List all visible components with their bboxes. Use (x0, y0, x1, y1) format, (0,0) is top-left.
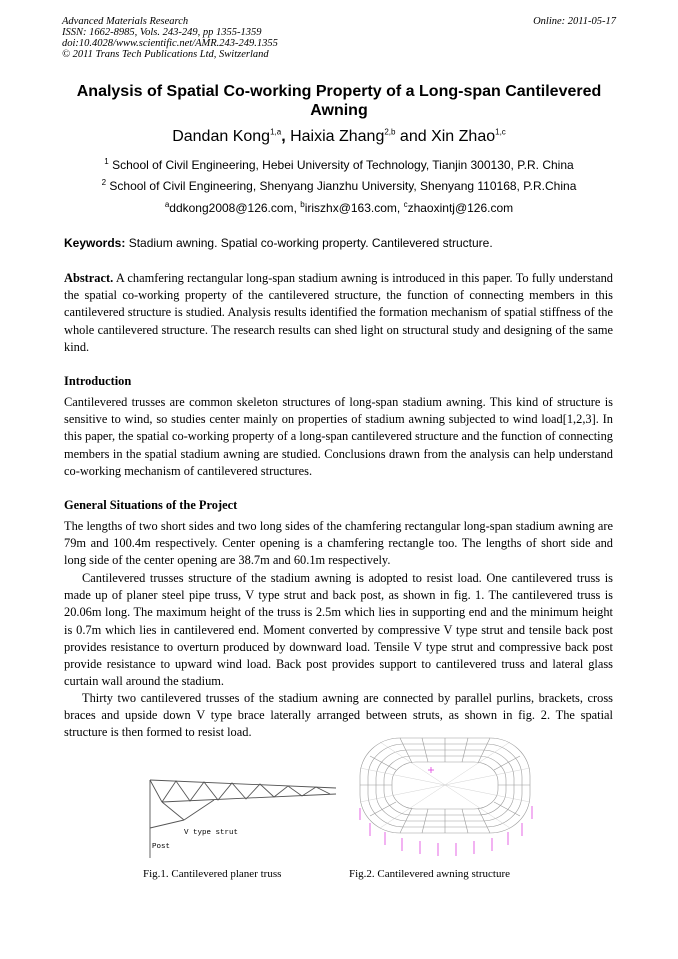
figure-2-awning (340, 728, 540, 866)
email-link: ddkong2008@126.com (169, 201, 294, 215)
copyright-line: © 2011 Trans Tech Publications Ltd, Switzerland (62, 49, 269, 60)
author-name: Xin Zhao (431, 128, 496, 145)
label-post: Post (152, 843, 171, 851)
online-date: Online: 2011-05-17 (533, 16, 616, 27)
abstract: Abstract. A chamfering rectangular long-span stadium awning is introduced in this paper. To fully understand the spatial co-working property of the cantilevered structure, the function of connecting members in this cantilevered structure is studied. Analysis results identified the formation mechanism of spatial stiffness of the whole cantilevered structure. The research results can shed light on structural study and designing of the same kind. (64, 271, 613, 354)
author-name: Haixia Zhang (290, 128, 385, 145)
figure-2-caption: Fig.2. Cantilevered awning structure (349, 868, 510, 880)
section-heading-general: General Situations of the Project (64, 498, 238, 512)
figure-1-caption: Fig.1. Cantilevered planer truss (143, 868, 282, 880)
email-link: iriszhx@163.com (304, 201, 397, 215)
section-heading-introduction: Introduction (64, 374, 132, 388)
introduction-paragraph: Cantilevered trusses are common skeleton structures of long-span stadium awning. This kind of structure is sensitive to wind, so studies center mainly on properties of stadium awning subjected to wind load[1,2,3]. In this paper, the spatial co-working property of a long-span cantilevered structure and the function of connecting members in the spatial stadium awning are studied. Conclusions drawn from the analysis can help understand co-working mechanism of cantilevered structures. (64, 395, 613, 478)
general-paragraph-1: The lengths of two short sides and two long sides of the chamfering rectangular long-span stadium awning are 79m and 100.4m respectively. Center opening is a chamfering rectangle too. The lengths of short side and long side of the center opening are 38.7m and 60.1m respectively. (64, 519, 613, 568)
label-v-strut: V type strut (184, 829, 239, 837)
general-paragraph-2: Cantilevered trusses structure of the stadium awning is adopted to resist load. One cantilevered truss is made up of planer steel pipe truss, V type strut and back post, as shown in fig. 1. The cantilevered truss is 20.06m long. The maximum height of the truss is 2.5m which lies in supporting end and the minimum height is 0.7m which lies in cantilevered end. Moment converted by compressive V type strut and tensile back post provides resistance to overturn produced by downward load. Tensile V type strut and compressive back post provide resistance to upward wind load. Back post provides support to cantilevered truss and lateral glass curtain wall around the stadium. (64, 571, 613, 689)
figure-1-truss (140, 770, 340, 865)
general-paragraph-3: Thirty two cantilevered trusses of the stadium awning are connected by parallel purlins, brackets, cross braces and upside down V type brace laterally arranged between struts, as shown in fig. 2. The spatial structure is then formed to resist load. (64, 691, 613, 740)
issn-line: ISSN: 1662-8985, Vols. 243-249, pp 1355-1359 (62, 27, 262, 38)
affiliation-1: $^1$ School of Civil Engineering, Hebei University of Technology, Tianjin 300130, P.R. China (104, 157, 574, 172)
email-line: $^a$ddkong2008@126.com, $^b$iriszhx@163.com, $^c$zhaoxintj@126.com (164, 200, 514, 215)
paper-title: Analysis of Spatial Co-working Property of a Long-span Cantilevered Awning (76, 83, 602, 119)
doi-line: doi:10.4028/www.scientific.net/AMR.243-249.1355 (62, 38, 278, 49)
author-name: Dandan Kong (172, 128, 271, 145)
email-link: zhaoxintj@126.com (407, 201, 514, 215)
keywords: Keywords: Stadium awning. Spatial co-working property. Cantilevered structure. (64, 236, 493, 250)
journal-name: Advanced Materials Research (62, 16, 189, 27)
affiliation-2: $^2$ School of Civil Engineering, Shenyang Jianzhu University, Shenyang 110168, P.R.China (101, 178, 577, 193)
author-list: Dandan Kong$^{1,a}$, Haixia Zhang$^{2,b}$ and Xin Zhao$^{1,c}$ (172, 127, 506, 145)
